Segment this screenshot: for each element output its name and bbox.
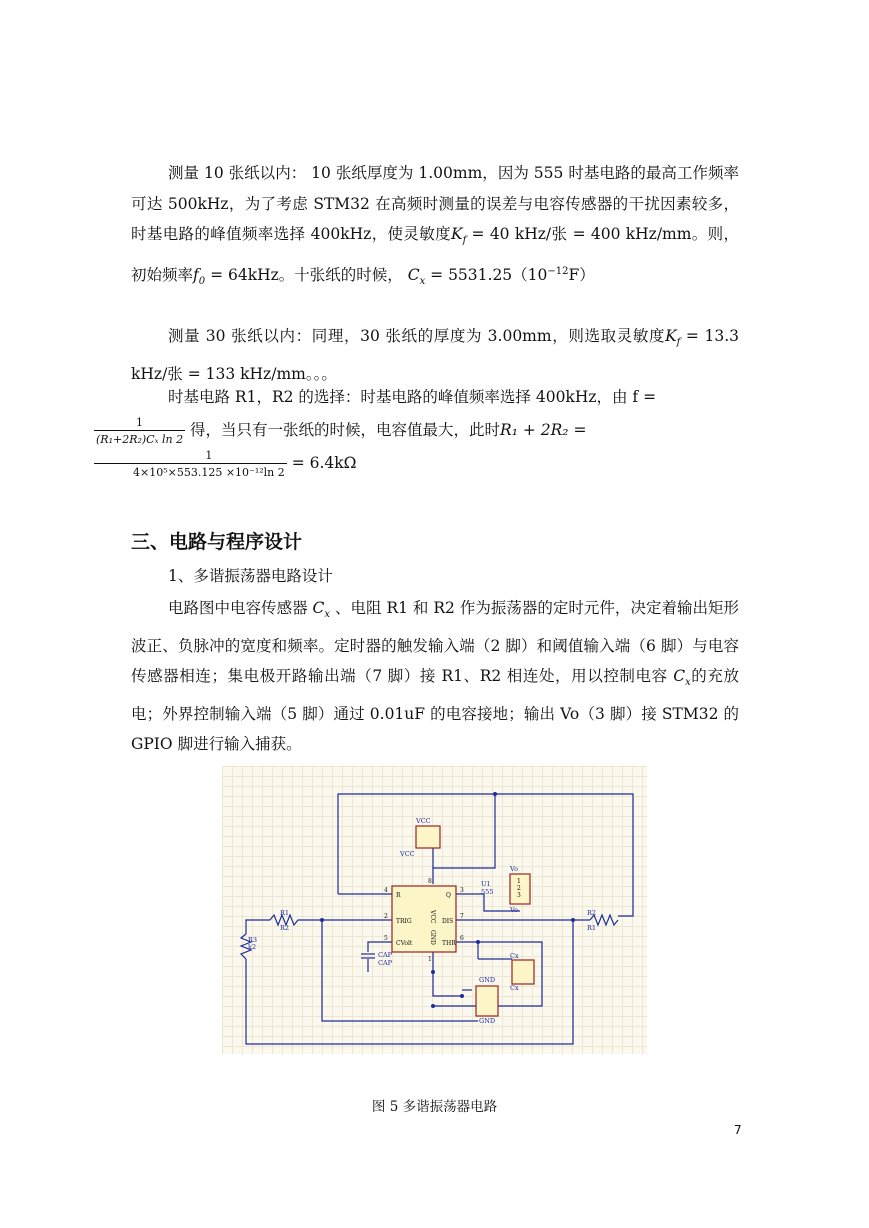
paragraph-sensitivity-10-sheets: [131, 158, 739, 297]
kf-sub-2: f: [676, 337, 681, 349]
header-pin-3: 3: [517, 892, 521, 899]
f0-sub: 0: [198, 275, 206, 287]
label-vcc: VCC: [400, 850, 415, 858]
label-k2: k2: [248, 943, 257, 951]
para4-text-c: 的充放电；外界控制输入端（5 脚）通过 0.01uF 的电容接地；输出 Vo（3 脚）接 STM32 的 GPIO 脚进行输入捕获。: [131, 667, 739, 754]
capacitor-cap: [361, 954, 375, 958]
label-vo-bottom: Vo: [510, 906, 519, 914]
para1-text-b: = 40 kHz/张 = 400 kHz/mm。则，初始频率: [131, 225, 739, 284]
formula-frequency-fraction: [94, 416, 185, 447]
pin-num-7: 7: [460, 913, 464, 920]
kf-symbol: [450, 225, 467, 247]
label-r2-right: R2: [587, 909, 597, 917]
kf-letter: K: [450, 225, 463, 243]
cx-sub-3: x: [685, 677, 691, 689]
para1-text-c: = 64kHz。十张纸的时候，: [205, 265, 408, 284]
junction-dot: [571, 918, 575, 922]
label-vcc-top: VCC: [416, 817, 431, 825]
resistor-r1-left: [270, 915, 322, 925]
pin-label-r: R: [396, 892, 401, 899]
kf-symbol-2: [665, 327, 681, 349]
cx-sub-2: x: [324, 609, 331, 621]
para4-text-a: 电路图中电容传感器: [168, 599, 313, 617]
cx-sub: x: [419, 275, 426, 287]
para2-text-a: 测量 30 张纸以内：同理，30 张纸的厚度为 3.00mm，则选取灵敏度: [168, 327, 666, 345]
label-555: 555: [481, 888, 494, 896]
pin-num-1: 1: [428, 956, 432, 963]
f0-symbol: [193, 265, 206, 287]
pin-label-vcc: VCC: [429, 910, 436, 924]
para3-text-a: 时基电路 R1，R2 的选择：时基电路的峰值频率选择 400kHz，由 f =: [168, 388, 657, 406]
para1-text-a: 测量 10 张纸以内： 10 张纸厚度为 1.00mm，因为 555 时基电路的最高工作频率可达 500kHz，为了考虑 STM32 在高频时测量的误差与电容传感器的干扰因素较多，时基电路的峰值频率选择 400kHz，使灵敏度: [131, 164, 739, 243]
label-vo-top: Vo: [510, 865, 519, 873]
cx-letter-2: C: [312, 599, 325, 617]
fraction-numerator: 1: [136, 415, 144, 429]
para1-text-d: = 5531.25（10: [425, 265, 548, 284]
label-r2-left: R2: [280, 924, 290, 932]
pin-label-thr: THR: [442, 940, 456, 947]
label-cx-bottom: Cx: [510, 984, 519, 992]
para1-text-e: F）: [568, 265, 595, 284]
kf-sub: f: [462, 235, 467, 247]
pin-num-2: 2: [384, 913, 388, 920]
cx-symbol-3: [673, 667, 691, 689]
section-heading: 三、电路与程序设计: [131, 531, 303, 553]
para3-text-b: 得，当只有一张纸的时候，电容值最大，此时: [185, 421, 501, 439]
pin-num-3: 3: [460, 887, 464, 894]
header-pin-2: 2: [517, 885, 521, 892]
subsection-heading: 1、多谐振荡器电路设计: [168, 567, 333, 585]
pin-label-dis: DIS: [442, 918, 454, 925]
label-r1-right: R1: [587, 924, 597, 932]
paragraph-resistor-selection: [96, 381, 739, 480]
pin-label-q: Q: [446, 892, 451, 899]
label-cap-2: CAP: [378, 959, 393, 967]
formula-resistance-fraction: [94, 449, 287, 480]
cx-letter: C: [407, 265, 420, 284]
pin-num-6: 6: [460, 935, 464, 942]
para3-text-d: = 6.4kΩ: [286, 454, 357, 472]
pin-label-cvolt: CVolt: [396, 940, 413, 947]
label-gnd-top: GND: [479, 976, 496, 984]
para3-text-c: =: [568, 421, 587, 439]
cx-letter-3: C: [673, 667, 686, 686]
paragraph-sensitivity-30-sheets: [131, 321, 739, 389]
junction-dot: [431, 1004, 435, 1008]
cx-symbol: [407, 265, 426, 287]
schematic-svg: [222, 766, 647, 1054]
gnd-header: [476, 986, 498, 1016]
pin-num-5: 5: [384, 935, 388, 942]
para2-text-b: = 13.3 kHz/张 = 133 kHz/mm。。。: [131, 327, 739, 383]
wire-r1-r3: [246, 920, 270, 934]
junction-dot: [320, 918, 324, 922]
label-cx-top: Cx: [510, 952, 519, 960]
junction-dot: [460, 994, 464, 998]
junction-dot: [476, 940, 480, 944]
exponent: −12: [547, 265, 569, 277]
pin-num-8: 8: [428, 878, 432, 885]
fraction2-numerator: 1: [205, 448, 213, 462]
pin-label-gnd: GND: [429, 930, 436, 945]
kf-letter-2: K: [665, 327, 677, 345]
label-gnd-bottom: GND: [479, 1017, 496, 1025]
paragraph-circuit-description: [131, 593, 739, 760]
label-r3: R3: [248, 936, 258, 944]
fraction-denominator: (R₁+2R₂)Cₓ ln 2: [94, 430, 185, 447]
r-expression: R₁ + 2R₂: [500, 421, 569, 439]
multivibrator-schematic: [222, 766, 647, 1054]
header-pin-1: 1: [517, 878, 521, 885]
para4-text-b: 、电阻 R1 和 R2 作为振荡器的定时元件，决定着输出矩形波正、负脉冲的宽度和频率。定时器的触发输入端（2 脚）和阈值输入端（6 脚）与电容传感器相连；集电极开路输出端（7 脚）接 R1、R2 相连处，用以控制电容: [131, 599, 739, 686]
label-u1: U1: [481, 880, 491, 888]
pin-num-4: 4: [384, 887, 388, 894]
pin-label-trig: TRIG: [396, 918, 412, 925]
figure-caption: 图 5 多谐振荡器电路: [371, 1099, 498, 1115]
label-cap-1: CAP: [378, 951, 393, 959]
junction-dot: [493, 792, 497, 796]
fraction2-denominator: 4×10⁵×553.125 ×10⁻¹²ln 2: [94, 463, 287, 480]
page-number: 7: [734, 1123, 742, 1137]
wire-top-loop: [338, 794, 633, 916]
cx-header: [512, 960, 534, 984]
junction-dot: [431, 970, 435, 974]
vcc-connector: [416, 826, 440, 848]
wire-gnd: [433, 952, 462, 996]
f0-letter: f: [193, 265, 199, 284]
wire-vcc-pin8: [433, 794, 495, 884]
label-r1-left: R1: [280, 909, 290, 917]
cx-symbol-2: [312, 599, 331, 621]
